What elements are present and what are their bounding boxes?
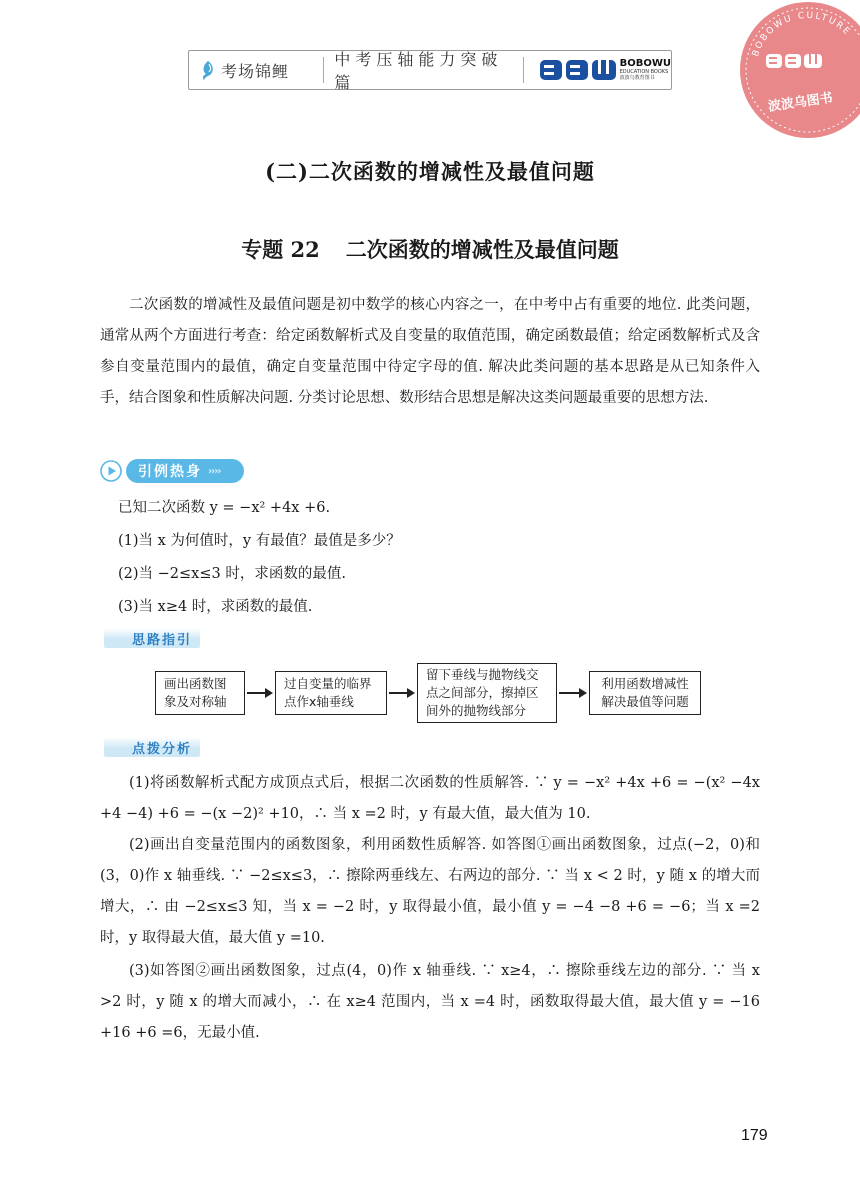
divider <box>323 57 324 83</box>
flow-step-4 <box>589 671 701 715</box>
flow-step-1 <box>155 671 245 715</box>
flow-step-2-text: 过自变量的临界点作x轴垂线 <box>284 676 372 709</box>
problem-stem-expression: y = −x² +4x +6. <box>209 500 331 516</box>
intro-paragraph: 二次函数的增减性及最值问题是初中数学的核心内容之一，在中考中占有重要的地位. 此类问题，通常从两个方面进行考查：给定函数解析式及自变量的取值范围，确定函数最值；给定函数解析式及含参自变量范围内的最值，确定自变量范围中待定字母的值. 解决此类问题的基本思路是从已知条件入手，结合图象和性质解决问题. 分类讨论思想、数形结合思想是解决这类问题最重要的思想方法. <box>100 297 760 406</box>
page-number: 179 <box>741 1127 768 1144</box>
arrow-icon <box>559 692 585 694</box>
flow-step-4-text: 利用函数增减性解决最值等问题 <box>601 676 689 709</box>
topic-number: 专题 22 <box>241 237 320 262</box>
problem-stem <box>118 496 330 517</box>
publisher-subtitle: EDUCATION BOOKS <box>619 69 669 75</box>
analysis-part-1: (1)将函数解析式配方成顶点式后，根据二次函数的性质解答. ∵ y = −x² +4x +6 = −(x² −4x +4 −4) +6 = −(x −2)² +10，∴ 当 x =2 时，y 有最大值，最大值为 10. <box>100 775 760 822</box>
flow-step-3-text: 留下垂线与抛物线交点之间部分，擦掉区间外的抛物线部分 <box>426 667 539 718</box>
divider <box>523 57 524 83</box>
bbw-logo-icon <box>540 58 616 82</box>
analysis-part-2: (2)画出自变量范围内的函数图象，利用函数性质解答. 如答图①画出函数图象，过点(−2，0)和(3，0)作 x 轴垂线. ∵ −2≤x≤3，∴ 擦除两垂线左、右两边的部分. ∵ 当 x < 2 时，y 随 x 的增大而增大，∴ 由 −2≤x≤3 知，当 x = −2 时，y 取得最小值，最小值 y = −4 −8 +6 = −6；当 x =2 时，y 取得最大值，最大值 y =10. <box>100 837 760 946</box>
question-3: (3)当 x≥4 时，求函数的最值. <box>118 599 313 615</box>
flow-step-1-text: 画出函数图象及对称轴 <box>164 676 227 709</box>
publisher <box>540 58 671 82</box>
chevrons-icon: ›››› <box>208 465 221 477</box>
publisher-name-en: BOBOWU <box>619 58 671 69</box>
arrow-icon <box>247 692 271 694</box>
solution-flowchart <box>155 663 705 723</box>
brand-name: 考场锦鲤 <box>221 61 290 81</box>
publisher-stamp-logo <box>738 0 860 140</box>
flow-step-2 <box>275 671 387 715</box>
flow-step-3 <box>417 663 557 723</box>
koi-logo-icon <box>199 59 217 81</box>
analysis-label: 点拨分析 <box>104 737 200 757</box>
warmup-label: 引例热身 <box>138 464 202 480</box>
publisher-name-cn: 波波乌教育图书 <box>619 75 655 81</box>
question-2: (2)当 −2≤x≤3 时，求函数的最值. <box>118 566 346 582</box>
series-title: 中考压轴能力突破篇 <box>334 50 503 92</box>
svg-text:波波乌图书: 波波乌图书 <box>767 90 834 115</box>
analysis-part-3: (3)如答图②画出函数图象，过点(4，0)作 x 轴垂线. ∵ x≥4，∴ 擦除垂线左边的部分. ∵ 当 x >2 时，y 随 x 的增大而减小，∴ 在 x≥4 范围内，当 x =4 时，函数取得最大值，最大值 y = −16 +16 +6 =6，无最小值. <box>100 963 760 1041</box>
arrow-icon <box>389 692 413 694</box>
svg-text:BOBOWU CULTURE: BOBOWU CULTURE <box>750 10 853 59</box>
brand <box>189 59 313 82</box>
header-banner <box>188 50 672 90</box>
warmup-label-pill <box>126 459 244 483</box>
topic-title <box>0 234 860 264</box>
question-1: (1)当 x 为何值时，y 有最值？最值是多少？ <box>118 533 401 549</box>
problem-stem-prefix: 已知二次函数 <box>118 500 210 516</box>
section-title: (二)二次函数的增减性及最值问题 <box>265 159 595 184</box>
warmup-heading <box>100 459 244 483</box>
play-icon <box>100 460 122 482</box>
hint-label: 思路指引 <box>104 628 200 648</box>
topic-name: 二次函数的增减性及最值问题 <box>345 237 619 262</box>
